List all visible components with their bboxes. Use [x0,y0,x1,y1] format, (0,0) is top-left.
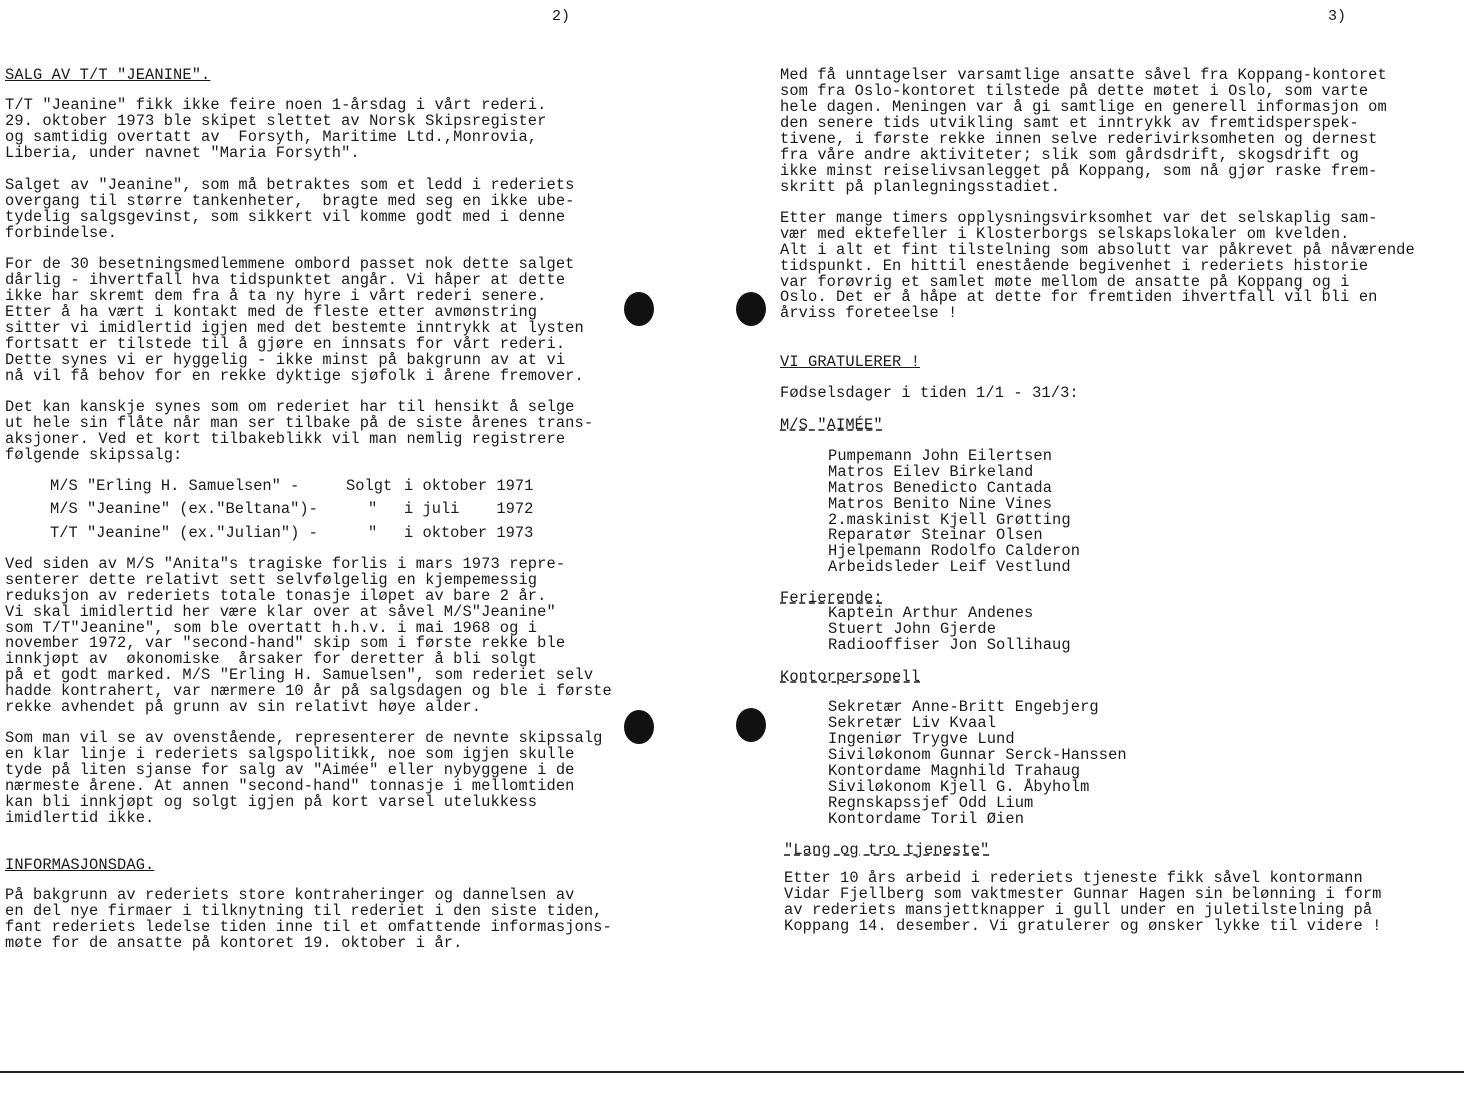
heading-aimee: M/S "AIMÉE" [780,416,883,434]
text-line: senterer dette relativt sett selvfølgelig en kjempemessig [5,571,538,589]
list-item: Hjelpemann Rodolfo Calderon [828,542,1081,560]
text-line: november 1972, var "second-hand" skip som i første rekke ble [5,634,566,652]
list-item: Matros Benito Nine Vines [828,495,1053,513]
text-line: Liberia, under navnet "Maria Forsyth". [5,144,360,162]
text-line: hele dagen. Meningen var å gi samtlige en generell informasjon om [780,98,1387,116]
text-line: vær med ektefeller i Klosterborgs selskapslokaler om kvelden. [780,225,1350,243]
list-item: Kaptein Arthur Andenes [828,604,1034,622]
text-line: av rederiets mansjettknapper i gull under en juletilstelning på [784,901,1373,919]
text-line: nå vil få behov for en rekke dyktige sjøfolk i årene fremover. [5,367,584,385]
punch-hole [624,292,654,326]
list-item: Regnskapssjef Odd Lium [828,794,1034,812]
text-line: Dette synes vi er hyggelig - ikke minst på bakgrunn av at vi [5,351,566,369]
text-line: Salget av "Jeanine", som må betraktes som et ledd i rederiets [5,176,575,194]
text-line: fortsatt er tilstede til å gjøre en innsats for vårt rederi. [5,335,566,353]
text-line: aksjoner. Ved et kort tilbakeblikk vil man nemlig registrere [5,430,566,448]
list-item: Siviløkonom Gunnar Serck-Hanssen [828,746,1127,764]
list-item: Kontordame Magnhild Trahaug [828,762,1081,780]
ship-name: M/S "Erling H. Samuelsen" [50,477,281,495]
ship-name: T/T "Jeanine" (ex."Julian") - [50,524,318,542]
text-line: Etter å ha vært i kontakt med de fleste etter avmønstring [5,303,538,321]
text-line: en klar linje i rederiets salgspolitikk, noe som igjen skulle [5,745,575,763]
punch-hole [736,292,766,326]
text-line: Vidar Fjellberg som vaktmester Gunnar Hagen sin belønning i form [784,885,1382,903]
text-line: For de 30 besetningsmedlemmene ombord passet nok dette salget [5,255,575,273]
list-item: Matros Benedicto Cantada [828,479,1053,497]
list-item: Reparatør Steinar Olsen [828,526,1043,544]
heading-salg: SALG AV T/T "JEANINE". [5,66,211,84]
when: i oktober 1971 [404,477,534,495]
text-line: sitter vi imidlertid igjen med det bestemte inntrykk at lysten [5,319,584,337]
text-line: tidspunkt. En hittil enestående begivenhet i rederiets historie [780,257,1369,275]
punch-hole [624,710,654,744]
right-page [732,0,1464,1100]
text-line: tydelig salgsgevinst, som sikkert vil komme godt med i denne [5,208,566,226]
list-item: Matros Eilev Birkeland [828,463,1034,481]
list-item: Radiooffiser Jon Sollihaug [828,636,1071,654]
text-line: ut hele sin flåte når man ser tilbake på de siste årenes trans- [5,414,594,432]
text-line: kan bli innkjøpt og solgt igjen på kort varsel utelukkess [5,793,538,811]
list-item: 2.maskinist Kjell Grøtting [828,511,1071,529]
text-line: overgang til større tankenheter, bragte med seg en ikke ube- [5,192,575,210]
text-line: årviss foreteelse ! [780,304,958,322]
punch-hole [736,708,766,742]
text-line: møte for de ansatte på kontoret 19. oktober i år. [5,934,463,952]
text-line: fra våre andre aktiviteter; slik som gårdsdrift, skogsdrift og [780,146,1359,164]
heading-lang-og-tro-tjeneste: "Lang og tro tjeneste" [784,841,990,859]
text-line: en del nye firmaer i tilknytning til rederiet i den siste tiden, [5,902,603,920]
list-item: Stuert John Gjerde [828,620,997,638]
list-item: Sekretær Liv Kvaal [828,714,997,732]
text-line: og samtidig overtatt av Forsyth, Maritime Ltd.,Monrovia, [5,128,538,146]
text-line: reduksjon av rederiets totale tonasje iløpet av bare 2 år. [5,587,547,605]
text-line: dårlig - ihvertfall hva tidspunktet angår. Vi håper at dette [5,271,566,289]
text-line: Koppang 14. desember. Vi gratulerer og ønsker lykke til videre ! [784,917,1382,935]
text-line: tyde på liten sjanse for salg av "Aimée" eller nybyggene i de [5,761,575,779]
text-line: skritt på planlegningsstadiet. [780,178,1061,196]
text-line: fant rederiets ledelse tiden inne til et omfattende informasjons- [5,918,612,936]
text-line: som fra Oslo-kontoret tilstede på dette møtet i Oslo, som varte [780,82,1369,100]
text-line: På bakgrunn av rederiets store kontraheringer og dannelsen av [5,886,575,904]
text-line: nærmeste årene. At annen "second-hand" tonnasje i mellomtiden [5,777,575,795]
text-line: ikke har skremt dem fra å ta ny hyre i vårt rederi senere. [5,287,547,305]
text-line: følgende skipssalg: [5,446,183,464]
when: i juli 1972 [404,500,534,518]
status: " [368,500,378,518]
text-line: den senere tids utvikling samt et inntrykk av fremtidsperspek- [780,114,1359,132]
text-line: forbindelse. [5,224,118,242]
list-item: Sekretær Anne-Britt Engebjerg [828,698,1099,716]
dash: - [290,477,300,495]
text-line: Som man vil se av ovenstående, representerer de nevnte skipssalg [5,729,603,747]
heading-ferierende: Ferierende: [780,589,883,607]
list-item: Kontordame Toril Øien [828,810,1025,828]
page-number: 3) [1328,8,1347,25]
text-line: rekke avhendet på grunn av sin relativt høye alder. [5,698,482,716]
text-line: på et godt marked. M/S "Erling H. Samuelsen", som rederiet selv [5,666,594,684]
text-line: Med få unntagelser varsamtlige ansatte såvel fra Koppang-kontoret [780,66,1387,84]
text-line: Alt i alt et fint tilstelning som absolutt var påkrevet på nåværende [780,241,1415,259]
text-line: hadde kontrahert, var nærmere 10 år på salgsdagen og ble i første [5,682,612,700]
text-line: Det kan kanskje synes som om rederiet har til hensikt å selge [5,398,575,416]
text-line: 29. oktober 1973 ble skipet slettet av Norsk Skipsregister [5,112,547,130]
status: Solgt [346,477,393,495]
list-item: Arbeidsleder Leif Vestlund [828,558,1071,576]
text-line: tivene, i første rekke innen selve rederivirksomheten og dernest [780,130,1378,148]
text-line: Ved siden av M/S "Anita"s tragiske forlis i mars 1973 repre- [5,555,566,573]
page-number: 2) [552,8,571,25]
birthdays-intro: Fødselsdager i tiden 1/1 - 31/3: [780,384,1079,402]
text-line: ikke minst reiselivsanlegget på Koppang, som nå gjør raske frem- [780,162,1378,180]
text-line: som T/T"Jeanine", som ble overtatt h.h.v. i mai 1968 og i [5,619,538,637]
ship-name: M/S "Jeanine" (ex."Beltana")- [50,500,318,518]
heading-gratulerer: VI GRATULERER ! [780,353,921,371]
list-item: Siviløkonom Kjell G. Åbyholm [828,778,1090,796]
when: i oktober 1973 [404,524,534,542]
text-line: Etter mange timers opplysningsvirksomhet var det selskaplig sam- [780,209,1378,227]
text-line: innkjøpt av økonomiske årsaker for deretter å bli solgt [5,650,538,668]
heading-kontorpersonell: Kontorpersonell [780,668,921,686]
text-line: var forøvrig et samlet møte mellom de ansatte på Koppang og i [780,273,1350,291]
text-line: Vi skal imidlertid her være klar over at såvel M/S"Jeanine" [5,603,556,621]
text-line: imidlertid ikke. [5,809,155,827]
status: " [368,524,378,542]
list-item: Ingeniør Trygve Lund [828,730,1015,748]
text-line: Oslo. Det er å håpe at dette for fremtiden ihvertfall vil bli en [780,288,1378,306]
heading-informasjonsdag: INFORMASJONSDAG. [5,856,155,874]
text-line: Etter 10 års arbeid i rederiets tjeneste fikk såvel kontormann [784,869,1363,887]
list-item: Pumpemann John Eilertsen [828,447,1053,465]
page-bottom-rule [0,1071,1464,1073]
text-line: T/T "Jeanine" fikk ikke feire noen 1-årsdag i vårt rederi. [5,96,547,114]
